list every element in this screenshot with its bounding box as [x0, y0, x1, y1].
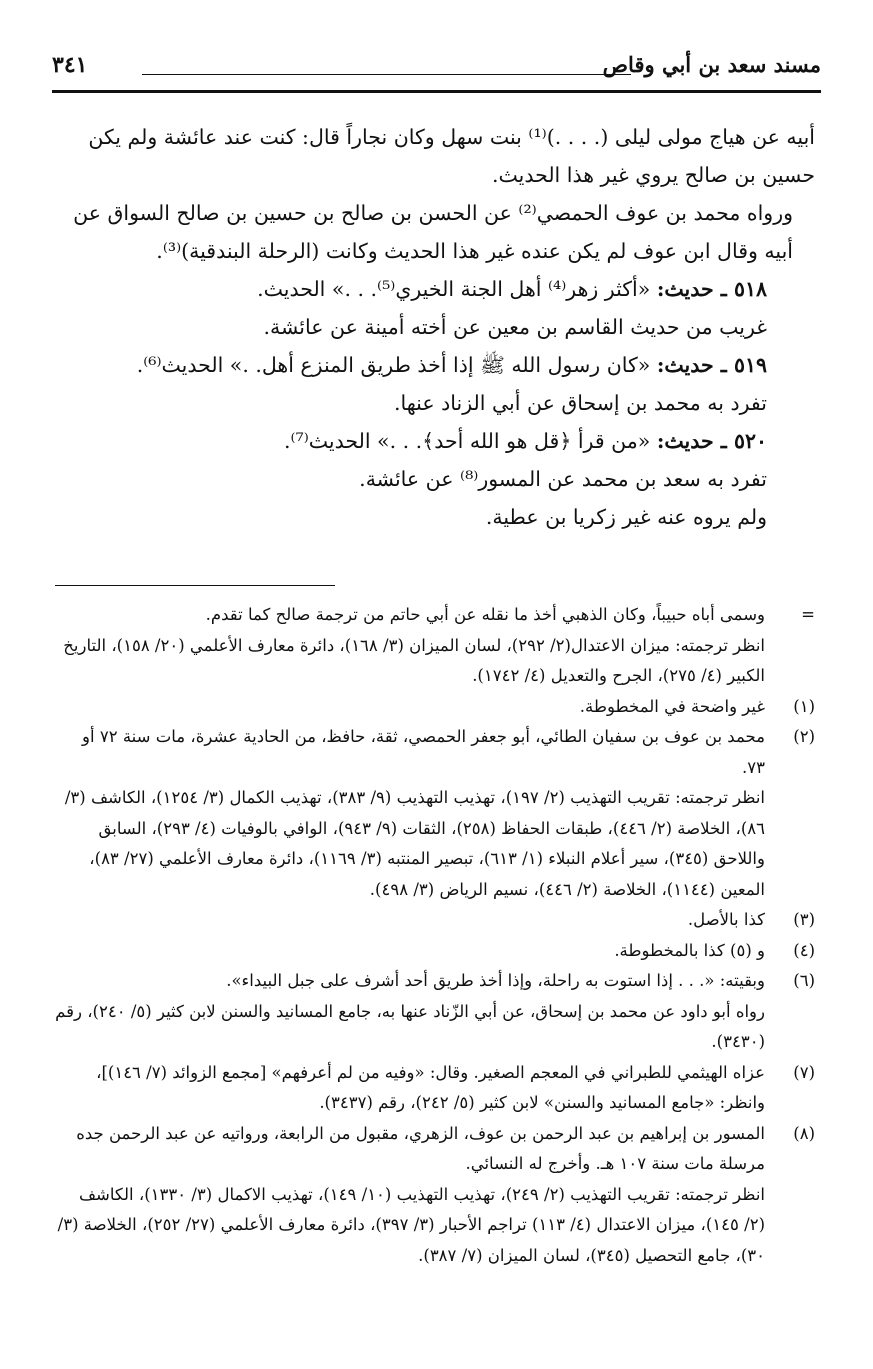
hadith-520: [55, 422, 815, 460]
hadith-518-text: «أكثر زهر⁽⁴⁾ أهل الجنة الخيري⁽⁵⁾. . .» الحديث.: [257, 277, 651, 301]
footnote: [55, 966, 815, 1058]
hadith-519-text: «كان رسول الله ﷺ إذا أخذ طريق المنزع أهل. .» الحديث⁽⁶⁾.: [136, 353, 651, 377]
footnote-text: انظر ترجمته: تقريب التهذيب (٢/ ٢٤٩)، تهذيب التهذيب (١٠/ ١٤٩)، تهذيب الاكمال (٣/ ١٣٣٠)، الكاشف (٢/ ١٤٥)، ميزان الاعتدال (٤/ ١١٣) تراجم الأحبار (٣/ ٣٩٧)، دائرة معارف الأعلمي (٢٧/ ٢٥٢)، الخلاصة (٣/ ٣٠)، جامع التحصيل (٣٤٥)، لسان الميزان (٧/ ٣٨٧).: [57, 1184, 765, 1265]
footnote-text: عزاه الهيثمي للطبراني في المعجم الصغير. وقال: «وفيه من لم أعرفهم» [مجمع الزوائد (٧/ ١٤٦)]، وانظر: «جامع المسانيد والسنن» لابن كثير (٥/ ٢٤٢)، رقم (٣٤٣٧).: [96, 1062, 765, 1112]
footnote-text: وسمى أباه حبيباً، وكان الذهبي أخذ ما نقله عن أبي حاتم من ترجمة صالح كما تقدم.: [205, 605, 765, 624]
hadith-520-note-1: تفرد به سعد بن محمد عن المسور⁽⁸⁾ عن عائشة.: [359, 467, 767, 491]
hadith-518-note: غريب من حديث القاسم بن معين عن أخته أمينة عن عائشة.: [263, 315, 767, 339]
footnote-marker: (٧): [793, 1062, 815, 1082]
footnote-text: غير واضحة في المخطوطة.: [579, 696, 765, 716]
footnote-marker: (٣): [793, 910, 815, 929]
footnote-text: المسور بن إبراهيم بن عبد الرحمن بن عوف، الزهري، مقبول من الرابعة، ورواتيه عن عبد الرحمن جده مرسلة مات سنة ١٠٧ هـ. وأخرج له النسائي.: [76, 1123, 765, 1173]
footnote-text: انظر ترجمته: ميزان الاعتدال(٢/ ٢٩٢)، لسان الميزان (٣/ ١٦٨)، دائرة معارف الأعلمي (٢٠/ ١٥٨)، التاريخ الكبير (٤/ ٢٧٥)، الجرح والتعديل (٤/ ١٧٤٢).: [63, 635, 765, 685]
hadith-519-note: تفرد به محمد بن إسحاق عن أبي الزناد عنها.: [393, 391, 767, 415]
footnote-text: انظر ترجمته: تقريب التهذيب (٢/ ١٩٧)، تهذيب التهذيب (٩/ ٣٨٣)، تهذيب الكمال (٣/ ١٢٥٤)، الكاشف (٣/ ٨٦)، الخلاصة (٢/ ٤٤٦)، طبقات الحفاظ (٢٥٨)، الثقات (٩/ ٩٤٣)، الوافي بالوفيات (٤/ ٢٩٣)، السابق واللاحق (٣٤٥)، سير أعلام النبلاء (١/ ٦١٣)، تبصير المنتبه (٣/ ١١٦٩)، دائرة معارف الأعلمي (٢٧/ ٨٣)، المعين (١١٤٤)، الخلاصة (٢/ ٤٤٦)، نسيم الرياض (٣/ ٤٩٨).: [64, 788, 765, 899]
header-rule: [52, 90, 821, 93]
hadith-518: [55, 270, 815, 308]
footnote-marker: (٢): [793, 727, 815, 746]
footnote: [55, 722, 815, 905]
paragraph-2: ورواه محمد بن عوف الحمصي⁽²⁾ عن الحسن بن صالح بن حسين بن صالح السواق عن أبيه وقال ابن عوف لم يكن عنده غير هذا الحديث وكانت (الرحلة البندقية)⁽³⁾.: [73, 201, 793, 263]
running-header: [52, 52, 821, 84]
footnote-marker: =: [801, 605, 815, 624]
footnote: [55, 692, 815, 723]
footnote-text: و (٥) كذا بالمخطوطة.: [614, 940, 765, 960]
footnote-marker: (٨): [793, 1123, 815, 1143]
hadith-520-text: «من قرأ ﴿قل هو الله أحد﴾. . .» الحديث⁽⁷⁾.: [283, 429, 651, 453]
header-dash-line: [142, 74, 631, 75]
footnote: [55, 905, 815, 936]
footnote-text: محمد بن عوف بن سفيان الطائي، أبو جعفر الحمصي، ثقة، حافظ، من الحادية عشرة، مات سنة ٧٢ أو ٧٣.: [82, 727, 765, 777]
footnote-marker: (٤): [793, 940, 815, 960]
footnote-text: كذا بالأصل.: [687, 910, 765, 929]
footnote-marker: (١): [793, 696, 815, 716]
footnote-marker: (٦): [793, 971, 815, 990]
hadith-518-number: ٥١٨ ـ حديث:: [656, 277, 767, 301]
page-number: ٣٤١: [52, 52, 88, 78]
hadith-519-number: ٥١٩ ـ حديث:: [656, 353, 767, 377]
footnote: [55, 1119, 815, 1272]
footnote-separator: [55, 585, 335, 586]
footnote-text: رواه أبو داود عن محمد بن إسحاق، عن أبي الزّناد عنها به، جامع المسانيد والسنن لابن كثير (٥/ ٢٤٠)، رقم (٣٤٣٠).: [55, 1001, 765, 1051]
hadith-520-note-2: ولم يروه عنه غير زكريا بن عطية.: [485, 505, 767, 529]
header-title: مسند سعد بن أبي وقاص: [602, 52, 821, 77]
footnote: [55, 936, 815, 967]
paragraph-1: أبيه عن هياج مولى ليلى (. . . .)⁽¹⁾ بنت سهل وكان نجاراً قال: كنت عند عائشة ولم يكن حسين بن صالح يروي غير هذا الحديث.: [88, 125, 815, 187]
hadith-519: [55, 346, 815, 384]
footnote: [55, 1058, 815, 1119]
main-text: [55, 118, 815, 536]
hadith-520-number: ٥٢٠ ـ حديث:: [656, 429, 767, 453]
footnote-text: وبقيته: «. . . إذا استوت به راحلة، وإذا أخذ طريق أحد أشرف على جبل البيداء».: [226, 971, 765, 990]
footnotes: [55, 600, 815, 1271]
footnote: [55, 600, 815, 692]
